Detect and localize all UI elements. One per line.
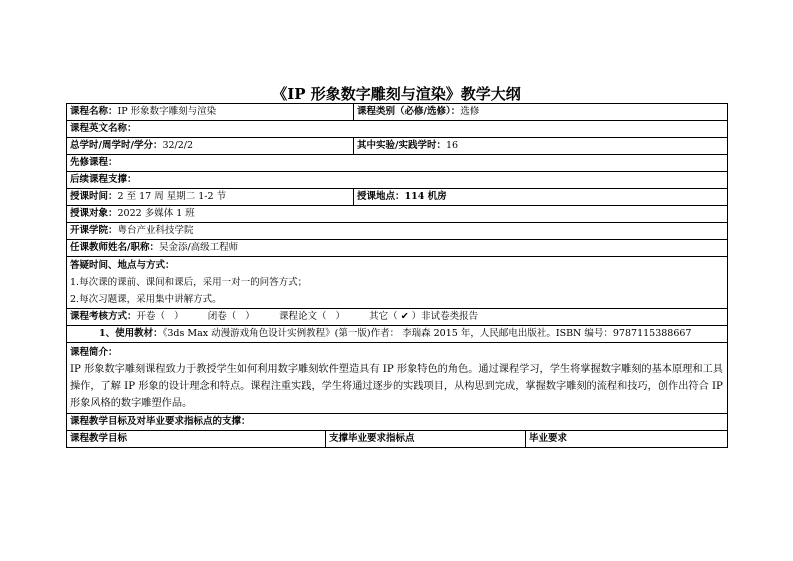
textbook-value: 《3ds Max 动漫游戏角色设计实例教程》(第一版)作者： 李瑞森 2015 年，人民邮电出版社。ISBN 编号：9787115388667 <box>162 328 692 339</box>
followup-label: 后续课程支撑： <box>70 174 137 185</box>
audience-value: 2022 多媒体 1 班 <box>117 208 195 219</box>
row-college <box>67 223 728 240</box>
qa-label: 答疑时间、地点与方式： <box>70 260 175 271</box>
row-english-name <box>67 121 728 138</box>
prereq-label: 先修课程： <box>70 157 118 168</box>
course-name-label: 课程名称： <box>70 106 118 117</box>
course-type-value: 选修 <box>460 106 480 117</box>
exam-options: 开卷（ ） 闭卷（ ） 课程论文（ ） 其它（ ✔ ）非试卷类报告 <box>136 311 479 322</box>
row-intro <box>67 343 728 414</box>
row-prerequisites <box>67 155 728 172</box>
col-indicator-header: 支撑毕业要求指标点 <box>326 431 526 448</box>
audience-label: 授课对象： <box>70 208 118 219</box>
col-requirement-header: 毕业要求 <box>526 431 728 448</box>
teacher-value: 吴金添/高级工程师 <box>158 242 239 253</box>
intro-text: IP 形象数字雕刻课程致力于教授学生如何利用数字雕刻软件塑造具有 IP 形象特色的角色。通过课程学习，学生将掌握数字雕刻的基本原理和工具操作，了解 IP 形象的设计理念和特点。课程注重实践，学生将通过逐步的实践项目，从构思到完成，掌握数字雕刻的流程和技巧，创作出符合 IP 形象风格的数字雕塑作品。 <box>70 364 723 409</box>
row-teacher <box>67 240 728 257</box>
row-exam <box>67 309 728 326</box>
course-type-label: 课程类别（必修/选修）： <box>357 106 461 117</box>
row-objectives <box>67 414 728 431</box>
college-value: 粤台产业科技学院 <box>117 225 194 236</box>
col-goal-header: 课程教学目标 <box>67 431 326 448</box>
row-time-place <box>67 189 728 206</box>
place-value: 114 机房 <box>404 191 447 202</box>
row-qa <box>67 257 728 309</box>
english-name-label: 课程英文名称： <box>70 123 137 134</box>
place-label: 授课地点： <box>357 191 405 202</box>
textbook-label: 1、使用教材： <box>99 328 163 339</box>
row-audience <box>67 206 728 223</box>
hours-label: 总学时/周学时/学分： <box>70 140 163 151</box>
exam-label: 课程考核方式： <box>70 311 137 322</box>
row-textbook <box>67 326 728 343</box>
qa-item-1: 1.每次课的课前、课间和课后，采用一对一的问答方式； <box>70 277 308 288</box>
row-course-name <box>67 104 728 121</box>
lab-hours-label: 其中实验/实践学时： <box>357 140 446 151</box>
row-followup <box>67 172 728 189</box>
row-objectives-header <box>67 431 728 448</box>
time-label: 授课时间： <box>70 191 118 202</box>
time-value: 2 至 17 周 星期二 1-2 节 <box>117 191 227 202</box>
qa-item-2: 2.每次习题课，采用集中讲解方式。 <box>70 294 222 305</box>
objectives-label: 课程教学目标及对毕业要求指标点的支撑： <box>70 416 251 427</box>
document-title: 《IP 形象数字雕刻与渲染》教学大纲 <box>272 85 521 103</box>
lab-hours-value: 16 <box>445 140 459 151</box>
teacher-label: 任课教师姓名/职称： <box>70 242 159 253</box>
row-hours <box>67 138 728 155</box>
course-name-value: IP 形象数字雕刻与渲染 <box>117 106 217 117</box>
syllabus-table <box>66 103 728 448</box>
intro-label: 课程简介： <box>70 347 118 358</box>
hours-value: 32/2/2 <box>162 140 194 151</box>
college-label: 开课学院： <box>70 225 118 236</box>
